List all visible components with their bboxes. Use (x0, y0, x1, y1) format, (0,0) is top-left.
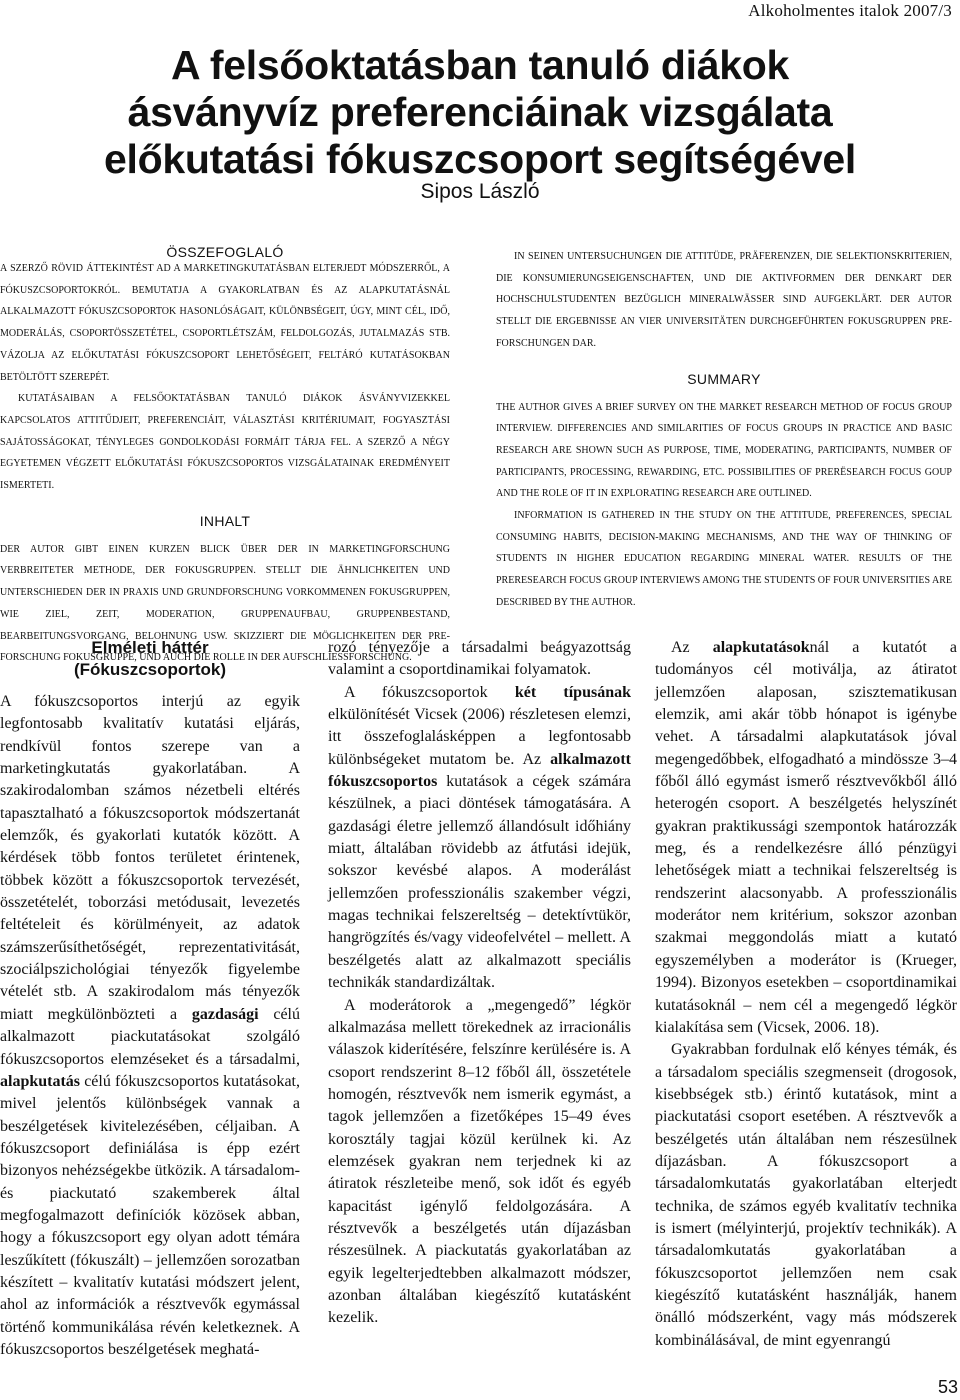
title-line-2: ásványvíz preferenciáinak vizsgálata (127, 89, 833, 135)
abstract-de-paragraph-2: IN SEINEN UNTERSUCHUNGEN DIE ATTITÜDE, PRÄFERENZEN, DIE SELEKTIONSKRITERIEN, DIE KONSUMIERUNGSEIGENSCHAFTEN, UND DIE AKTIVFORMEN DER DENKART DER HOCHSCHULSTUDENTEN BEZÜGLICH MINERALWÄSSER SIND AUFGEKLÄRT. DER AUTOR STELLT DIE ERGEBNISSE AN VIER UNIVERSITÄTEN DURCHGEFÜHRTEN FOKUSGRUPPEN PRE-FORSCHUNGEN DAR. (496, 251, 952, 349)
body-column-2 (328, 637, 631, 1330)
section-heading (0, 637, 300, 681)
abstract-hu-heading: ÖSSZEFOGLALÓ (166, 244, 284, 260)
title-line-1: A felsőoktatásban tanuló diákok (171, 42, 789, 88)
page-number: 53 (937, 1377, 958, 1397)
section-heading-line-1: Elméleti háttér (91, 638, 209, 657)
body-text: A fókuszcsoportok (344, 683, 515, 701)
body-text: elkülönítését Vicsek (2006) részletesen elemzi, itt összefoglalásképpen a legfontosabb különbségeket mutatom be. Az (328, 706, 631, 768)
body-text: nál a kutatót a tudományos cél motiválja, az átiratot jellemzően alaposan, szisztematikusan elemzik, ami akár több hónapot is igénybe vehet. A társadalmi alapkutatások jóval megengedőbbek, elfogadható a mindösszе 3–4 főből álló egymást ismerő résztvevőkből álló heterogén csoport. A beszélgetés helyszínét gyakran praktikussági szempontok határozzák meg, és a rendelkezésre álló pénzügyi lehetőségek miatt a technikai felszereltség is rendszerint alacsonyabb. A professzionális moderátor nem kritérium, sokszor azonban szakmai meggondolás miatt a kutató egyszemélyben a moderátor is (Krueger, 1994). Bizonyos esetekben – csoportdinamikai kutatásoknál – nem cél a megengedő légkör kialakítása sem (Vicsek, 2006. 18). (655, 639, 958, 1036)
abstract-en-paragraph-1: THE AUTHOR GIVES A BRIEF SURVEY ON THE MARKET RESEARCH METHOD OF FOCUS GROUP INTERVIEW. DIFFERENCIES AND SIMILARITIES OF FOCUS GROUPS IN PRACTICE AND BASIC RESEARCH ARE SHOWN SUCH AS PURPOSE, TIME, MODERATING, PARTICIPANTS, NUMBER OF PARTICIPANTS, PROCESSING, REWARDING, ETC. POSSIBILITIES OF PRERËSEARCH FOCUS GOUP AND THE ROLE OF IT IN EXPLORATING RESEARCH ARE OUTLINED. (496, 401, 952, 500)
body-text: célú alkalmazott piackutatásokat szolgáló fókuszcsoportos elemzéseket és a társadalmi, (0, 1005, 300, 1068)
body-column-1 (0, 637, 300, 1361)
body-paragraph: Gyakrabban fordulnak elő kényes témák, és a társadalom speciális szegmenseit (drogosok, kisebbségek stb.) érintő kutatások, mint a piackutatási csoport esetében. A résztvevők a beszélgetés után általában nem részesülnek díjazásban. A fókuszcsoport a társadalomkutatás gyakorlatában elterjedt technika, de számos egyéb kvalitatív technika is ismert (mélyinterjú, projektív technikák). A társadalomkutatás gyakorlatában a fókuszcsoportot jellemzően nem csak kiegészítő kutatásként használják, hanem önálló módszerként, vagy más módszerek kombinálásával, de mint egyenrangú (655, 1041, 957, 1349)
bold-term: két típusának (514, 683, 631, 701)
abstract-hu-paragraph-1: A SZERZŐ RÖVID ÁTTEKINTÉST AD A MARKETINGKUTATÁSBAN ELTERJEDT MÓDSZERRŐL, A FÓKUSZCSOPORTOKRÓL. BEMUTATJA A GYAKORLATBAN ÉS AZ ALAPKUTATÁSNÁL ALKALMAZOTT FÓKUSZCSOPORTOK HASONLÓSÁGAIT, KÜLÖNBSÉGEIT, ÚGY, MINT CÉL, IDŐ, MODERÁLÁS, CSOPORTÖSSZETÉTEL, CSOPORTLÉTSZÁM, FELDOLGOZÁS, JUTALMAZÁS STB. VÁZOLJA AZ ELŐKUTATÁSI FÓKUSZCSOPORT LEHETŐSÉGEIT, FELTÁRÓ KUTATÁSOKBAN BETÖLTÖTT SZEREPÉT. (0, 263, 450, 383)
bold-term: gazdasági (191, 1005, 259, 1023)
body-column-3 (655, 637, 957, 1352)
body-paragraph (655, 637, 957, 1039)
body-text: kutatások a cégek számára készülnek, a piaci döntések támogatására. A gazdasági életre jellemző állandósult időhiány miatt, általában rövidebb az átfutási idejük, sokszor kevésbé alapos. A moderálást jellemzően professzionális szakember végzi, magas technikai felszereltség – detektívtükör, hangrögzítés és/vagy videofelvétel – mellett. A beszélgetés alatt az alkalmazott speciális technikák standardizáltak. (328, 773, 631, 992)
body-text: A fókuszcsoportos interjú az egyik legfontosabb kvalitatív kutatási eljárás, rendkívül fontos szerepe van a marketingkutatás gyakorlatában. A szakirodalomban számos nézetbeli eltérés tapasztalható a fókuszcsoportok módszertanát elemzők, és gyakorlati kutatók között. A kérdések több fontos területet érintenek, többek között a fókuszcsoportok tervezését, összetételét, toborzási metódusait, levezetés feltételeit és körülményeit, az adatok számszerűsíthetőségét, reprezentativitását, szociálpszichológiai tényezők figyelembe vételét stb. A szakirodalom más tényezők miatt megkülönbözteti a (0, 693, 300, 1023)
article-title (0, 42, 960, 183)
section-heading-line-2: (Fókuszcsoportok) (73, 660, 227, 679)
journal-header: Alkoholmentes italok 2007/3 (748, 1, 952, 20)
bold-term: alapkutatás (0, 1072, 81, 1090)
body-text: célú fókuszcsoportos kutatásokat, mivel jelentős különbségek vannak a beszélgetések kivitelezésében, céljaiban. A fókuszcsoport definiálása is épp ezért bizonyos nehézségekbe ütközik. A társadalom- és piackutató szakemberek által megfogalmazott definíciók közösek abban, hogy a fókuszcsoport egy olyan adott témára leszűkített (fókuszált) – jellemzően sorozatban készített – kvalitatív kutatási módszert jelent, ahol az információk a résztvevők egymással történő kommunikálása révén keletkeznek. A fókuszcsoportos beszélgetések meghatá- (0, 1072, 300, 1358)
body-paragraph: rozó tényezője a társadalmi beágyazottság valamint a csoportdinamikai folyamatok. (328, 639, 631, 679)
bold-term: alapkutatások (712, 639, 810, 656)
title-line-3: előkutatási fókuszcsoport segítségével (104, 136, 856, 182)
abstract-right-column (496, 246, 952, 614)
abstract-de-paragraph-1: DER AUTOR GIBT EINEN KURZEN BLICK ÜBER DER IN MARKETINGFORSCHUNG VERBREITETER METHODE, DER FOKUSGRUPPEN. STELLT DIE ÄHNLICHKEITEN UND UNTERSCHIEDEN DER IN PRAXIS UND GRUNDFORSCHUNG VORKOMMENEN FOKUSGRUPPEN, WIE ZIEL, ZEIT, MODERATION, GRUPPENAUFBAU, GRUPPENBESTAND, BEARBEITUNGSVORGANG, BELOHNUNG USW. SKIZZIERT DIE MÖGLICHKEITEN DER PRE-FORSCHUNG FOKUSGRUPPE, UND AUCH DIE ROLLE IN DER AUFSCHLIESSFORSCHUNG. (0, 543, 450, 664)
abstract-de-heading: INHALT (199, 512, 251, 529)
body-paragraph (328, 682, 631, 995)
abstract-left-column (0, 244, 450, 669)
body-paragraph (0, 691, 300, 1361)
body-paragraph: A moderátorok a „megengedő” légkör alkalmazása mellett törekednek az irracionális válaszok kiderítésére, felszínre kerülésére is. A csoport rendszerint 8–12 főből áll, összetétele homogén, résztvevők nem ismerik egymást, a tagok jellemzően a fizetőképes 15–49 éves korosztály tagjai közül kerülnek ki. Az elemzések gyakran nem terjednek ki az átiratok részleteibe menő, sok időt és egyéb kapacitást igénylő feldolgozására. A résztvevők a beszélgetés után díjazásban részesülnek. A piackutatás gyakorlatában az egyik legelterjedtebben alkalmazott módszer, azonban általában kiegészítő kutatásként kezelik. (328, 996, 631, 1327)
abstract-en-paragraph-2: INFORMATION IS GATHERED IN THE STUDY ON THE ATTITUDE, PREFERENCES, SPECIAL CONSUMING HABITS, DECISION-MAKING MECHANISMS, AND THE WAY OF THINKING OF STUDENTS IN HIGHER EDUCATION REGARDING MINERAL WATER. RESULTS OF THE PRERESEARCH FOCUS GROUP INTERVIEWS AMONG THE STUDENTS OF FOUR UNIVERSITIES ARE DESCRIBED BY THE AUTHOR. (496, 510, 952, 608)
body-text: Az (671, 639, 713, 656)
bold-term: alkalmazott fókuszcsoportos (328, 750, 631, 791)
abstract-hu-paragraph-2: KUTATÁSAIBAN A FELSŐOKTATÁSBAN TANULÓ DIÁKOK ÁSVÁNYVIZEKKEL KAPCSOLATOS ATTITŰDJEIT, PREFERENCIÁIT, VÁLASZTÁSI KRITÉRIUMAIT, FOGYASZTÁSI SAJÁTOSSÁGOKAT, TÉNYLEGES GONDOLKODÁSI FORMÁIT TÁRJA FEL. A SZERZŐ A NÉGY EGYETEMEN VÉGZETT ELŐKUTATÁSI FÓKUSZCSOPORTOS VIZSGÁLATAINAK EREDMÉNYEIT ISMERTETI. (0, 393, 450, 492)
author-name: Sipos László (420, 180, 540, 203)
abstract-en-heading: SUMMARY (687, 370, 761, 387)
